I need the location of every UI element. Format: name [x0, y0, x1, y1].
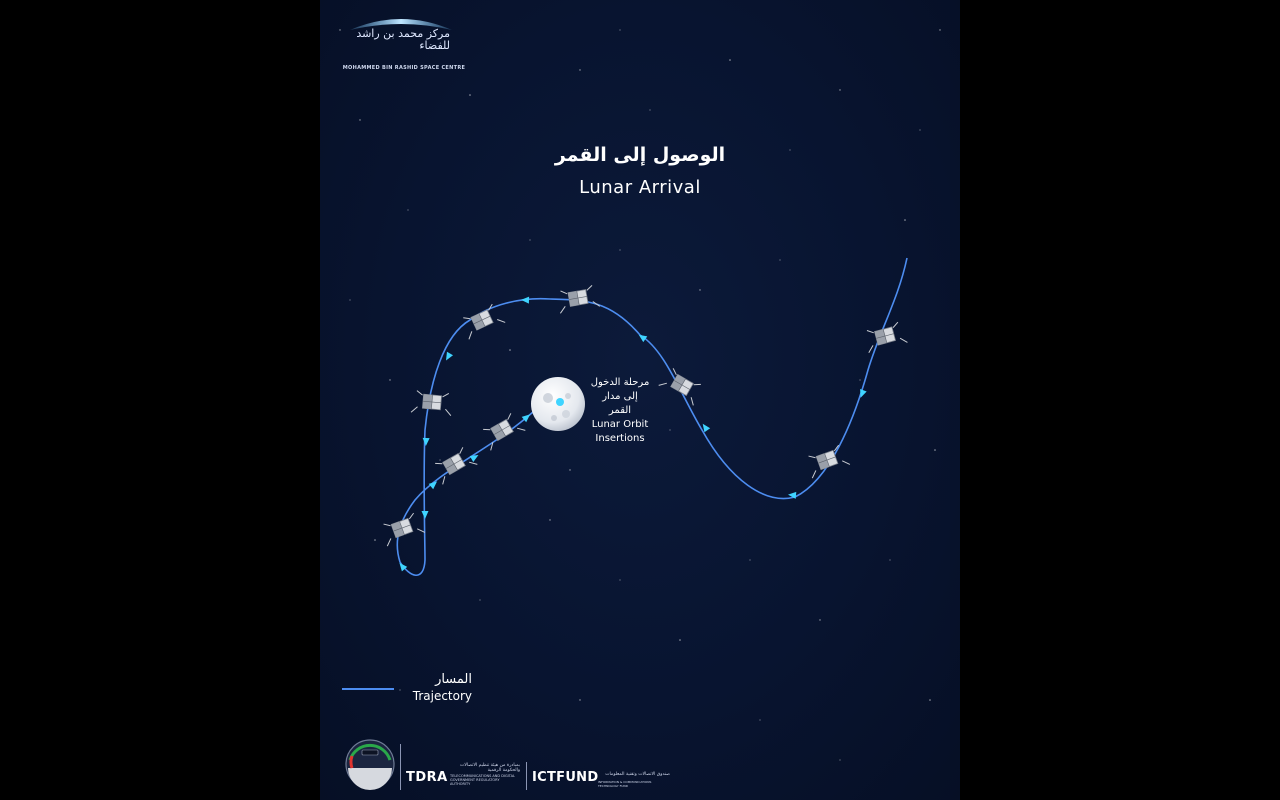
tdra-note-arabic: بمبادرة من هيئة تنظيم الاتصالات والحكومة الرقمية	[460, 763, 520, 773]
trajectory-path	[397, 258, 907, 575]
lander-icon	[863, 321, 907, 353]
legend-trajectory-swatch	[342, 688, 394, 690]
lander-icon	[480, 411, 526, 450]
footer-divider	[526, 762, 527, 790]
logo-arabic-name: مركز محمد بن راشد للفضاء	[356, 27, 450, 52]
footer-divider	[400, 744, 401, 790]
arrow-icon	[700, 422, 710, 433]
lander-icon	[380, 512, 425, 546]
moon-label-english-2: Insertions	[595, 433, 645, 444]
ictfund-note-english: INFORMATION & COMMUNICATIONS TECHNOLOGY FUND	[598, 780, 652, 788]
arrow-icon	[429, 479, 440, 490]
tdra-logo: TDRA	[406, 770, 448, 785]
poster	[320, 0, 960, 800]
lander-icon	[460, 302, 506, 339]
title-english: Lunar Arrival	[579, 177, 701, 198]
title-arabic: الوصول إلى القمر	[554, 144, 726, 166]
lander-icon	[805, 444, 850, 478]
legend-english: Trajectory	[412, 689, 472, 703]
insertion-point-icon	[556, 398, 564, 406]
logo-english-name: MOHAMMED BIN RASHID SPACE CENTRE	[342, 65, 466, 71]
legend-arabic: المسار	[435, 672, 472, 687]
moon-label	[590, 376, 650, 446]
moon-label-english-1: Lunar Orbit	[591, 419, 649, 430]
arrow-icon	[521, 296, 529, 303]
arrow-icon	[422, 438, 429, 446]
ictfund-note-arabic: صندوق الاتصالات وتقنية المعلومات	[605, 772, 670, 777]
arrow-icon	[443, 352, 453, 362]
moon	[531, 377, 585, 431]
mission-emblem	[344, 738, 396, 790]
moon-label-arabic-1: مرحلة الدخول	[590, 377, 650, 388]
lander-icon	[411, 390, 453, 415]
arrow-icon	[422, 511, 429, 519]
ictfund-logo: ICTFUND	[532, 770, 599, 785]
moon-label-arabic-2: إلى مدار القمر	[602, 391, 638, 416]
lander-icon	[659, 366, 705, 405]
tdra-note-english: TELECOMMUNICATIONS AND DIGITAL GOVERNMENT REGULATORY AUTHORITY	[450, 774, 515, 786]
